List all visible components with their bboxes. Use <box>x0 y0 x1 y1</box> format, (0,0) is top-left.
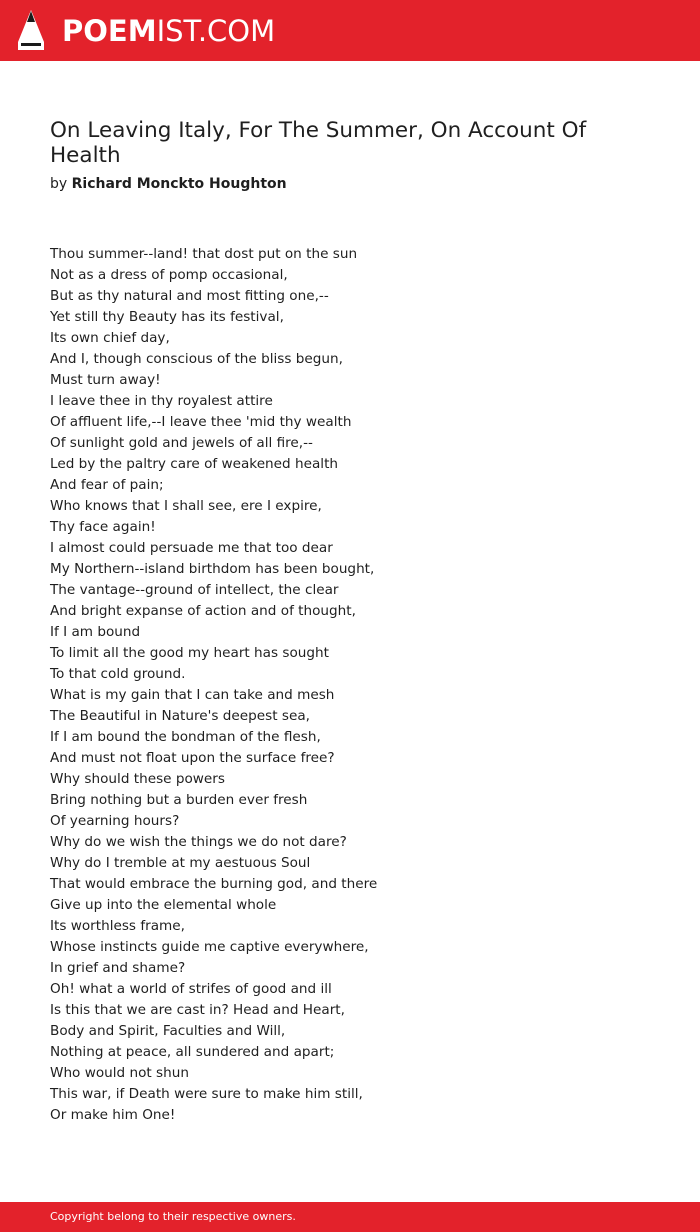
poem-line: In grief and shame? <box>50 960 186 976</box>
poem-line: Must turn away! <box>50 372 161 388</box>
poem-line: And must not float upon the surface free? <box>50 750 335 766</box>
poem-line: And bright expanse of action and of thought, <box>50 603 356 619</box>
byline <box>50 173 287 195</box>
poem-line: Led by the paltry care of weakened health <box>50 456 339 472</box>
poem-line: My Northern--island birthdom has been bought, <box>50 561 375 577</box>
poem-line: Not as a dress of pomp occasional, <box>50 267 288 283</box>
logo-text-light: IST.COM <box>156 14 276 48</box>
poem-line: If I am bound <box>50 624 141 640</box>
poem-line: Its worthless frame, <box>50 918 185 934</box>
poem-line: Thou summer--land! that dost put on the sun <box>50 246 358 262</box>
poem-author: Richard Monckto Houghton <box>71 176 287 192</box>
poem-line: Bring nothing but a burden ever fresh <box>50 792 308 808</box>
poem-line: Why do we wish the things we do not dare? <box>50 834 347 850</box>
poem-line: Whose instincts guide me captive everywhere, <box>50 939 369 955</box>
poem-line: And fear of pain; <box>50 477 164 493</box>
poem-line: I almost could persuade me that too dear <box>50 540 333 556</box>
poem-line: This war, if Death were sure to make him still, <box>50 1086 363 1102</box>
poem-line: And I, though conscious of the bliss begun, <box>50 351 343 367</box>
site-footer <box>0 1202 700 1232</box>
poem-line: If I am bound the bondman of the flesh, <box>50 729 321 745</box>
poem-body <box>50 244 650 1126</box>
poem-line: That would embrace the burning god, and there <box>50 876 378 892</box>
poem-line: The Beautiful in Nature's deepest sea, <box>50 708 310 724</box>
site-header <box>0 0 700 61</box>
poem-line: The vantage--ground of intellect, the clear <box>50 582 339 598</box>
poem-line: Of affluent life,--I leave thee 'mid thy wealth <box>50 414 352 430</box>
logo-text-bold: POEM <box>62 14 157 48</box>
poem-line: What is my gain that I can take and mesh <box>50 687 335 703</box>
poem-line: Who knows that I shall see, ere I expire, <box>50 498 322 514</box>
poem-line: But as thy natural and most fitting one,-- <box>50 288 329 304</box>
poem-line: Why do I tremble at my aestuous Soul <box>50 855 311 871</box>
poem-line: Who would not shun <box>50 1065 189 1081</box>
poem-line: Yet still thy Beauty has its festival, <box>50 309 284 325</box>
poem-line: Of sunlight gold and jewels of all fire,-- <box>50 435 313 451</box>
poem-line: Thy face again! <box>50 519 156 535</box>
pencil-logo-icon[interactable] <box>16 9 46 52</box>
poem-line: Oh! what a world of strifes of good and ill <box>50 981 332 997</box>
poem-line: To that cold ground. <box>50 666 186 682</box>
poem-line: Of yearning hours? <box>50 813 180 829</box>
poem-line: Is this that we are cast in? Head and Heart, <box>50 1002 345 1018</box>
poem-title: On Leaving Italy, For The Summer, On Account Of Health <box>50 118 587 168</box>
poem-line: I leave thee in thy royalest attire <box>50 393 273 409</box>
poem-line: Why should these powers <box>50 771 225 787</box>
poem-line: Its own chief day, <box>50 330 170 346</box>
copyright-text: Copyright belong to their respective owners. <box>50 1210 296 1223</box>
poem-line: To limit all the good my heart has sought <box>50 645 329 661</box>
poem-line: Body and Spirit, Faculties and Will, <box>50 1023 286 1039</box>
poem-line: Give up into the elemental whole <box>50 897 277 913</box>
poem-line: Nothing at peace, all sundered and apart; <box>50 1044 335 1060</box>
by-label: by <box>50 176 68 192</box>
site-logo[interactable] <box>62 12 275 50</box>
poem-line: Or make him One! <box>50 1107 176 1123</box>
